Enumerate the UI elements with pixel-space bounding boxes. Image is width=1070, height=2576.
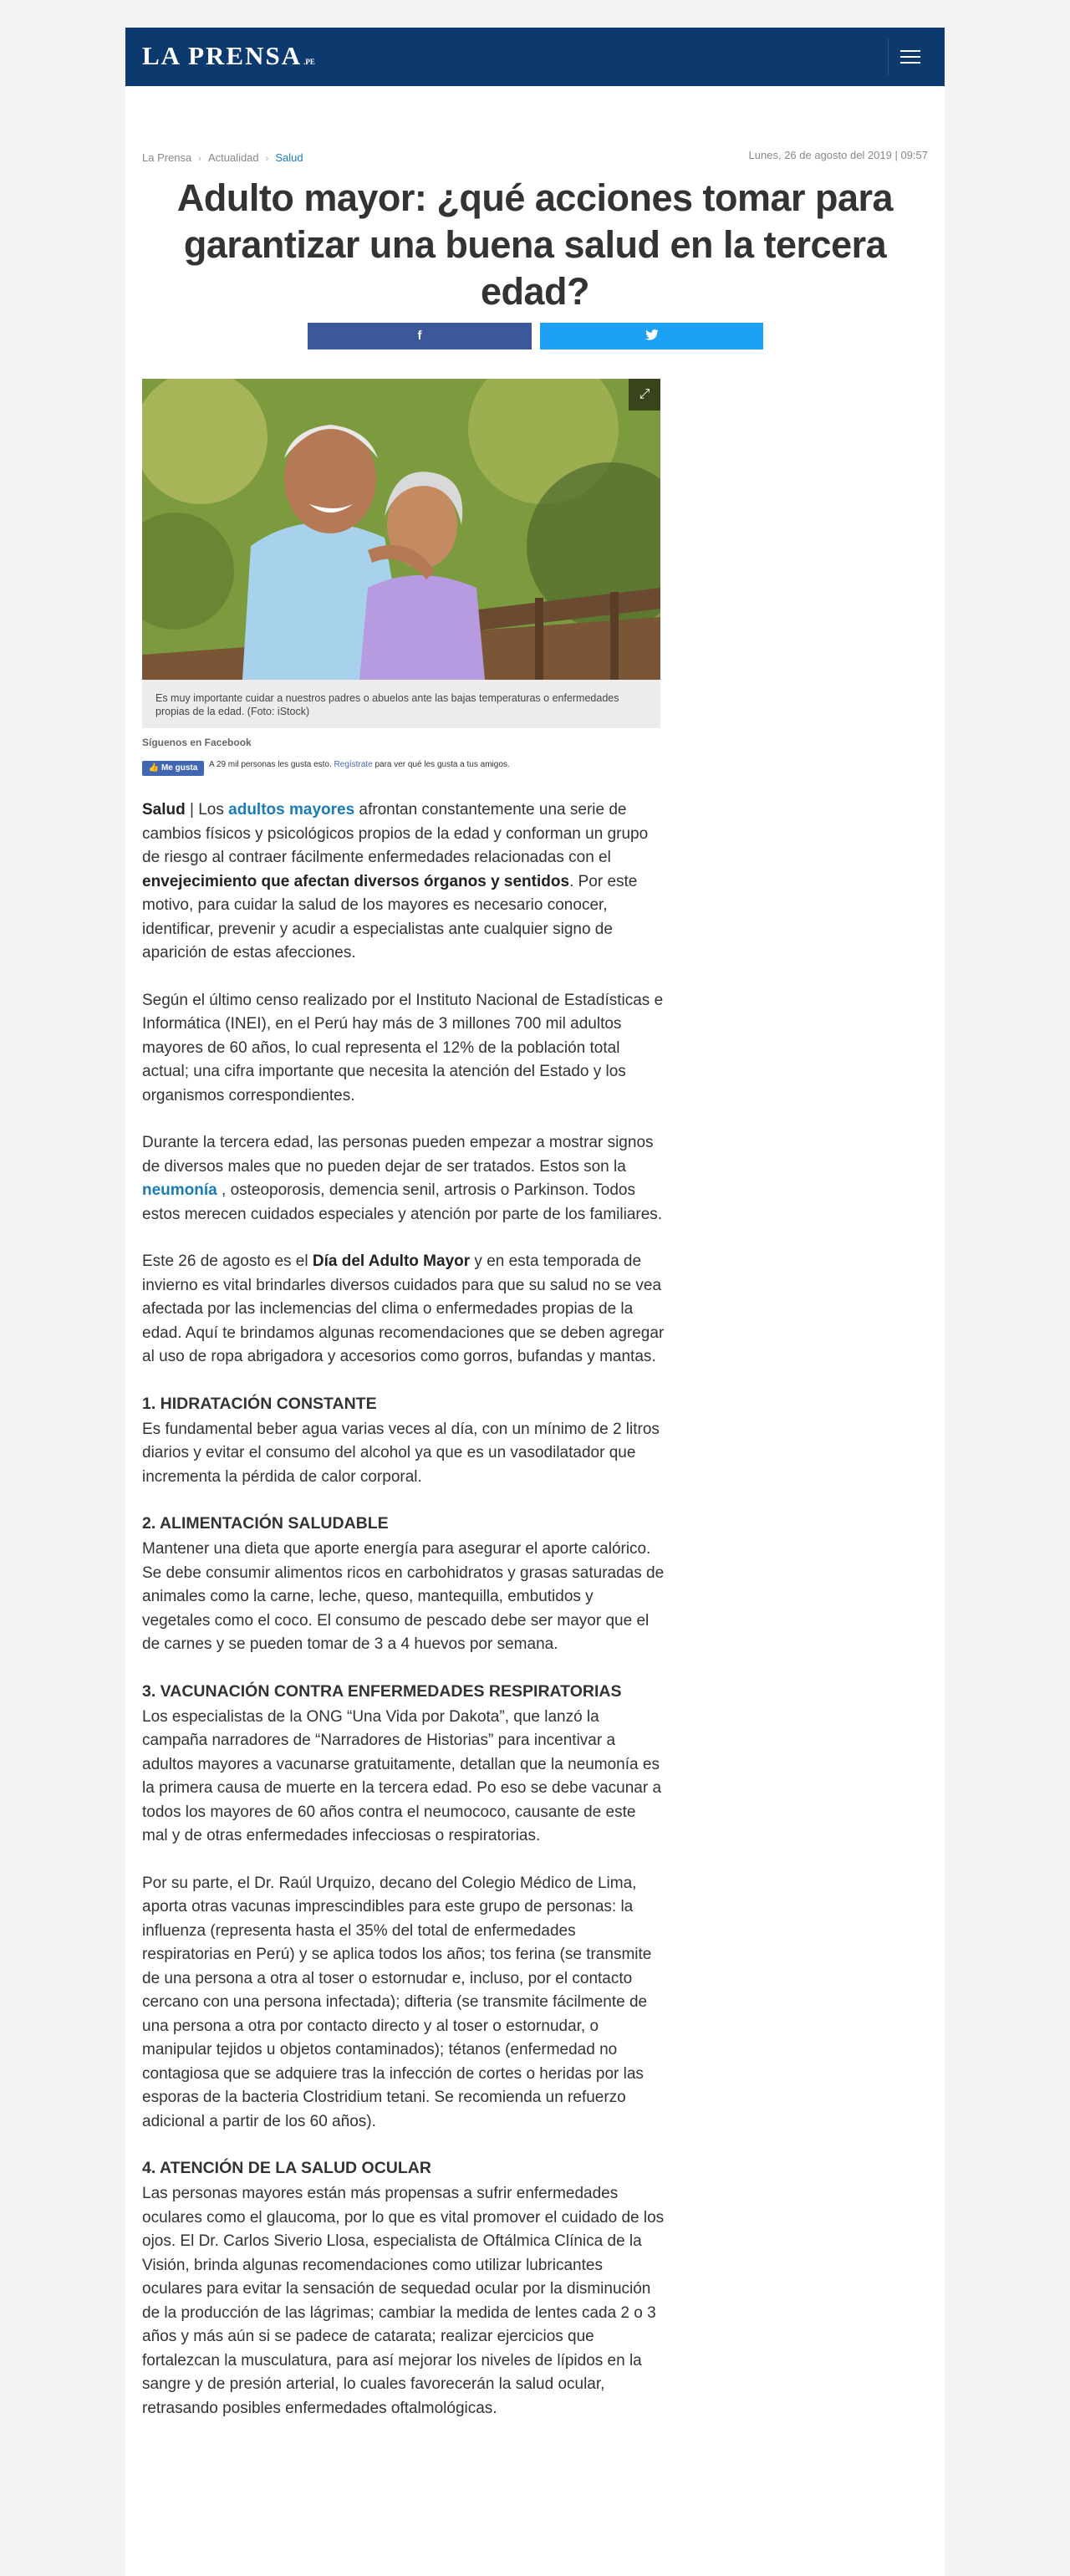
paragraph-text: , osteoporosis, demencia senil, artrosis o Parkinson. Todos estos merecen cuidados especiales y atención por parte de los familiares. <box>142 1181 663 1223</box>
paragraph-intro <box>142 798 665 966</box>
paragraph-text: afrontan constantemente una serie de cambios físicos y psicológicos propios de la edad y conforman un grupo de riesgo al contraer fácilmente enfermedades relacionadas con el <box>142 801 649 866</box>
elderly-couple-image <box>142 379 660 680</box>
paragraph-text: Durante la tercera edad, las personas pueden empezar a mostrar signos de diversos males que no pueden dejar de ser tratados. Estos son la <box>142 1134 654 1176</box>
thumbs-up-icon: 👍 <box>148 763 160 773</box>
article-title: Adulto mayor: ¿qué acciones tomar para garantizar una buena salud en la tercera edad? <box>176 176 894 313</box>
chevron-right-icon: › <box>265 154 269 164</box>
breadcrumb-item-salud[interactable]: Salud <box>275 151 303 164</box>
logo-suffix: .PE <box>303 58 315 66</box>
image-caption: Es muy importante cuidar a nuestros padres o abuelos ante las bajas temperaturas o enfermedades propias de la edad. (Foto: iStock) <box>142 680 660 728</box>
paragraph-text: . Por este motivo, para cuidar la salud de los mayores es necesario conocer, identificar, prevenir y acudir a especialistas ante cualquier signo de aparición de estas afecciones. <box>142 872 638 962</box>
logo-text: LA PRENSA <box>142 41 303 70</box>
article-body <box>142 798 665 2444</box>
like-count-text <box>209 759 527 770</box>
bold-text: Día del Adulto Mayor <box>312 1252 471 1270</box>
breadcrumb-item-actualidad[interactable]: Actualidad <box>207 151 259 164</box>
facebook-icon: f <box>417 329 422 343</box>
section-separator: | Los <box>185 801 229 819</box>
breadcrumb-item-la-prensa[interactable]: La Prensa <box>142 151 192 164</box>
expand-icon[interactable]: ⤢ <box>629 379 660 411</box>
article-photo <box>142 379 660 680</box>
like-text-after: para ver qué les gusta a tus amigos. <box>374 760 510 769</box>
section-heading: 2. ALIMENTACIÓN SALUDABLE <box>142 1514 389 1533</box>
chevron-right-icon: › <box>198 154 201 164</box>
link-neumonia[interactable]: neumonía <box>142 1181 217 1199</box>
breadcrumb <box>142 151 303 166</box>
site-logo[interactable] <box>142 43 315 75</box>
like-button-label: Me gusta <box>160 763 198 773</box>
follow-facebook-label: Síguenos en Facebook <box>142 737 252 748</box>
paragraph-dia-adulto-mayor <box>142 1250 665 1370</box>
section-heading: 3. VACUNACIÓN CONTRA ENFERMEDADES RESPIRATORIAS <box>142 1681 622 1701</box>
share-twitter-button[interactable] <box>540 323 763 349</box>
bold-text: envejecimiento que afectan diversos órganos y sentidos <box>142 872 570 890</box>
paragraph-text: Este 26 de agosto es el <box>142 1252 313 1270</box>
section-text: Las personas mayores están más propensas a sufrir enfermedades oculares como el glaucoma, por lo que es vital promover el cuidado de los ojos. El Dr. Carlos Siverio Llosa, especialista de Oftálmica Clínica de la Visión, brinda algunas recomendaciones como utilizar lubricantes oculares para evitar la sensación de sequedad ocular por la disminución de la producción de las lágrimas; cambiar la medida de lentes cada 2 o 3 años y más aún si se padece de catarata; realizar ejercicios que fortalezcan la musculatura, para así mejorar los niveles de lípidos en la sangre y de presión arterial, lo cuales favorecerán la salud ocular, retrasando posibles enfermedades oftalmológicas. <box>142 2185 665 2417</box>
section-heading: 1. HIDRATACIÓN CONSTANTE <box>142 1394 377 1413</box>
page <box>125 28 945 2576</box>
paragraph-diseases <box>142 1131 665 1227</box>
section-label: Salud <box>142 801 186 819</box>
facebook-like-button[interactable] <box>142 761 204 776</box>
section-text-extra: Por su parte, el Dr. Raúl Urquizo, decano del Colegio Médico de Lima, aporta otras vacunas imprescindibles para este grupo de personas: la influenza (representa hasta el 35% del total de enfermedades respiratorias en Perú) y se aplica todos los años; tos ferina (se transmite de una persona a otra al toser o estornudar e, incluso, por el contacto cercano con una persona infectada); difteria (se transmite fácilmente de una persona a otra por contacto directo y al toser o estornudar, o manipular tejidos u objetos contaminados); tétanos (enfermedad no contagiosa que se adquiere tras la infección de cortes o heridas por las esporas de la bacteria Clostridium tetani. Se recomienda un refuerzo adicional a partir de los 60 años). <box>142 1874 652 2130</box>
link-adultos-mayores[interactable]: adultos mayores <box>228 801 355 819</box>
share-facebook-button[interactable] <box>308 323 532 349</box>
register-link[interactable]: Regístrate <box>334 760 373 769</box>
section-text: Los especialistas de la ONG “Una Vida por Dakota”, que lanzó la campaña narradores de “Narradores de Historias” para incentivar a adultos mayores a vacunarse gratuitamente, detallan que la neumonía es la primera causa de muerte en la tercera edad. Po eso se debe vacunar a todos los mayores de 60 años contra el neumococo, causante de este mal y de otras enfermedades infecciosas o respiratorias. <box>142 1707 662 1844</box>
section-text: Mantener una dieta que aporte energía para asegurar el aporte calórico. Se debe consumir alimentos ricos en carbohidratos y grasas saturadas de animales como la carne, leche, queso, mantequilla, embutidos y vegetales como el coco. El consumo de pescado debe ser mayor que el de carnes y se pueden tomar de 3 a 4 huevos por semana. <box>142 1540 665 1653</box>
site-header <box>125 28 945 86</box>
section-text: Es fundamental beber agua varias veces al día, con un mínimo de 2 litros diarios y evitar el consumo del alcohol ya que es un vasodilatador que incrementa la pérdida de calor corporal. <box>142 1420 660 1486</box>
publish-date: Lunes, 26 de agosto del 2019 | 09:57 <box>748 149 928 161</box>
section-heading: 4. ATENCIÓN DE LA SALUD OCULAR <box>142 2159 431 2177</box>
like-text-before: A 29 mil personas les gusta esto. <box>209 760 332 769</box>
paragraph-text: y en esta temporada de invierno es vital brindarles diversos cuidados para que su salud no se vea afectada por las inclemencias del clima o enfermedades propias de la edad. Aquí te brindamos algunas recomendaciones que se deben agregar al uso de ropa abrigadora y accesorios como gorros, bufandas y mantas. <box>142 1252 665 1365</box>
twitter-icon <box>645 323 659 349</box>
hamburger-menu-icon[interactable] <box>888 38 925 75</box>
paragraph-census: Según el último censo realizado por el Instituto Nacional de Estadísticas e Informática (INEI), en el Perú hay más de 3 millones 700 mil adultos mayores de 60 años, lo cual representa el 12% de la población total actual; una cifra importante que necesita la atención del Estado y los organismos correspondientes. <box>142 991 664 1104</box>
